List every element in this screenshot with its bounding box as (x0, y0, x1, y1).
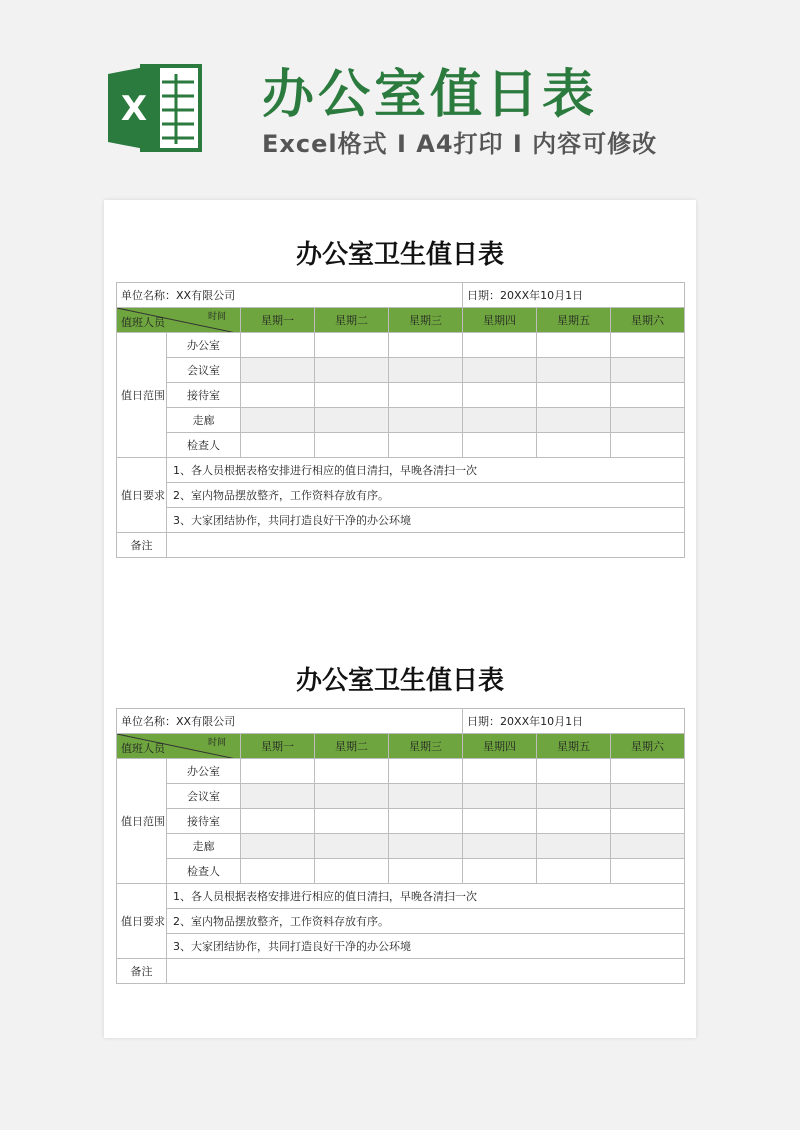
day-header: 星期六 (611, 734, 685, 759)
day-header: 星期三 (389, 308, 463, 333)
duty-cell[interactable] (389, 383, 463, 408)
day-header: 星期三 (389, 734, 463, 759)
requirements-label: 值日要求 (117, 884, 167, 959)
area-label: 会议室 (167, 784, 241, 809)
note-label: 备注 (117, 959, 167, 984)
duty-cell[interactable] (537, 784, 611, 809)
duty-cell[interactable] (611, 784, 685, 809)
duty-cell[interactable] (611, 383, 685, 408)
duty-table (116, 708, 685, 984)
day-header: 星期四 (463, 308, 537, 333)
day-header: 星期一 (241, 308, 315, 333)
area-label: 会议室 (167, 358, 241, 383)
duty-cell[interactable] (611, 358, 685, 383)
duty-cell[interactable] (463, 383, 537, 408)
area-label: 接待室 (167, 383, 241, 408)
duty-cell[interactable] (315, 333, 389, 358)
page-header (0, 0, 800, 200)
duty-cell[interactable] (241, 408, 315, 433)
unit-name[interactable]: 单位名称：XX有限公司 (117, 283, 463, 308)
duty-cell[interactable] (315, 383, 389, 408)
unit-name[interactable]: 单位名称：XX有限公司 (117, 709, 463, 734)
area-label: 检查人 (167, 433, 241, 458)
range-label: 值日范围 (117, 333, 167, 458)
duty-cell[interactable] (611, 859, 685, 884)
page-subtitle: Excel格式 I A4打印 I 内容可修改 (262, 130, 658, 158)
duty-cell[interactable] (241, 834, 315, 859)
duty-cell[interactable] (537, 408, 611, 433)
duty-cell[interactable] (537, 383, 611, 408)
duty-cell[interactable] (389, 433, 463, 458)
excel-icon (104, 58, 204, 158)
duty-cell[interactable] (611, 408, 685, 433)
duty-cell[interactable] (537, 358, 611, 383)
corner-staff-label: 值班人员 (121, 316, 165, 329)
requirement-item: 2、室内物品摆放整齐，工作资料存放有序。 (167, 483, 685, 508)
requirement-item: 1、各人员根据表格安排进行相应的值日清扫，早晚各清扫一次 (167, 458, 685, 483)
day-header: 星期二 (315, 734, 389, 759)
day-header: 星期六 (611, 308, 685, 333)
area-label: 办公室 (167, 333, 241, 358)
duty-cell[interactable] (389, 408, 463, 433)
duty-cell[interactable] (241, 809, 315, 834)
requirement-item: 3、大家团结协作，共同打造良好干净的办公环境 (167, 508, 685, 533)
area-label: 走廊 (167, 834, 241, 859)
duty-sheet-2 (116, 654, 684, 984)
duty-cell[interactable] (241, 333, 315, 358)
requirement-item: 1、各人员根据表格安排进行相应的值日清扫，早晚各清扫一次 (167, 884, 685, 909)
duty-cell[interactable] (611, 759, 685, 784)
day-header: 星期五 (537, 308, 611, 333)
duty-cell[interactable] (463, 358, 537, 383)
duty-cell[interactable] (389, 784, 463, 809)
duty-cell[interactable] (241, 383, 315, 408)
duty-cell[interactable] (537, 759, 611, 784)
duty-cell[interactable] (389, 859, 463, 884)
duty-cell[interactable] (537, 433, 611, 458)
requirement-item: 2、室内物品摆放整齐，工作资料存放有序。 (167, 909, 685, 934)
duty-cell[interactable] (315, 433, 389, 458)
page-title: 办公室值日表 (262, 65, 599, 125)
duty-cell[interactable] (463, 408, 537, 433)
duty-cell[interactable] (241, 759, 315, 784)
duty-cell[interactable] (611, 333, 685, 358)
area-label: 办公室 (167, 759, 241, 784)
date-field[interactable]: 日期：20XX年10月1日 (463, 283, 685, 308)
duty-cell[interactable] (537, 333, 611, 358)
day-header: 星期二 (315, 308, 389, 333)
duty-cell[interactable] (463, 784, 537, 809)
duty-cell[interactable] (315, 784, 389, 809)
area-label: 检查人 (167, 859, 241, 884)
note-cell[interactable] (167, 959, 685, 984)
duty-cell[interactable] (389, 759, 463, 784)
duty-cell[interactable] (611, 433, 685, 458)
date-field[interactable]: 日期：20XX年10月1日 (463, 709, 685, 734)
duty-cell[interactable] (389, 809, 463, 834)
area-label: 接待室 (167, 809, 241, 834)
duty-cell[interactable] (315, 859, 389, 884)
duty-cell[interactable] (241, 358, 315, 383)
range-label: 值日范围 (117, 759, 167, 884)
corner-time-label: 时间 (207, 738, 226, 748)
duty-cell[interactable] (463, 809, 537, 834)
duty-cell[interactable] (611, 834, 685, 859)
corner-time-label: 时间 (207, 312, 226, 322)
area-label: 走廊 (167, 408, 241, 433)
duty-cell[interactable] (463, 859, 537, 884)
duty-cell[interactable] (537, 859, 611, 884)
duty-cell[interactable] (241, 859, 315, 884)
requirement-item: 3、大家团结协作，共同打造良好干净的办公环境 (167, 934, 685, 959)
document-paper (104, 200, 696, 1038)
excel-logo-letter: X (120, 89, 148, 129)
duty-cell[interactable] (537, 834, 611, 859)
duty-cell[interactable] (537, 809, 611, 834)
duty-cell[interactable] (315, 809, 389, 834)
duty-cell[interactable] (315, 834, 389, 859)
duty-cell[interactable] (315, 759, 389, 784)
duty-cell[interactable] (315, 408, 389, 433)
day-header: 星期五 (537, 734, 611, 759)
corner-header (117, 734, 241, 759)
duty-cell[interactable] (463, 433, 537, 458)
duty-cell[interactable] (463, 759, 537, 784)
duty-cell[interactable] (463, 333, 537, 358)
duty-cell[interactable] (241, 784, 315, 809)
corner-staff-label: 值班人员 (121, 742, 165, 755)
duty-cell[interactable] (389, 333, 463, 358)
duty-cell[interactable] (463, 834, 537, 859)
sheet-title: 办公室卫生值日表 (295, 666, 504, 696)
note-cell[interactable] (167, 533, 685, 558)
duty-cell[interactable] (389, 834, 463, 859)
note-label: 备注 (117, 533, 167, 558)
duty-cell[interactable] (241, 433, 315, 458)
duty-cell[interactable] (611, 809, 685, 834)
duty-table (116, 282, 685, 558)
sheet-title: 办公室卫生值日表 (295, 240, 504, 270)
day-header: 星期一 (241, 734, 315, 759)
requirements-label: 值日要求 (117, 458, 167, 533)
corner-header (117, 308, 241, 333)
duty-cell[interactable] (389, 358, 463, 383)
duty-sheet-1 (116, 228, 684, 558)
day-header: 星期四 (463, 734, 537, 759)
duty-cell[interactable] (315, 358, 389, 383)
